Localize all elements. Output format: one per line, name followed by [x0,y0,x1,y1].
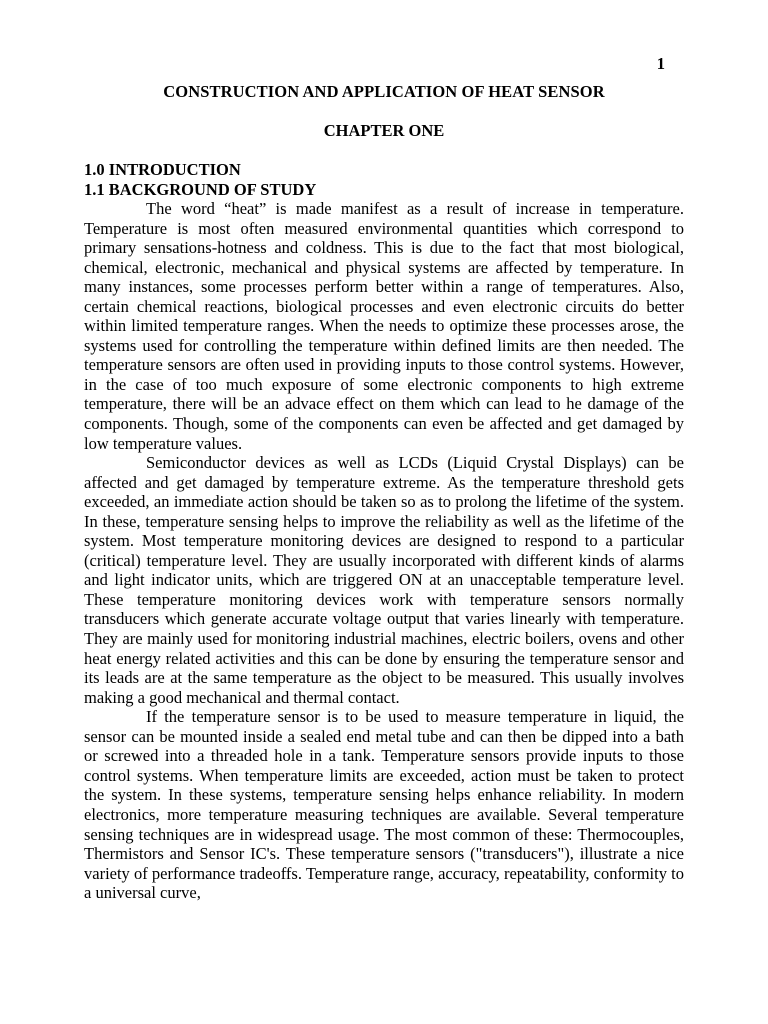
paragraph-3: If the temperature sensor is to be used to measure temperature in liquid, the sensor can be mounted inside a sealed end metal tube and can then be dipped into a bath or screwed into a threaded hole in a tank. Temperature sensors provide inputs to those control systems. When temperature limits are exceeded, action must be taken to protect the system. In these systems, temperature sensing helps enhance reliability. In modern electronics, more temperature measuring techniques are available. Several temperature sensing techniques are in widespread usage. The most common of these: Thermocouples, Thermistors and Sensor IC's. These temperature sensors ("transducers"), illustrate a nice variety of performance tradeoffs. Temperature range, accuracy, repeatability, conformity to a universal curve, [84,707,684,903]
document-title: CONSTRUCTION AND APPLICATION OF HEAT SENSOR [163,82,605,101]
section-heading-background: 1.1 BACKGROUND OF STUDY [84,179,317,199]
page-number: 1 [656,54,665,73]
paragraph-1: The word “heat” is made manifest as a result of increase in temperature. Temperature is most often measured environmental quantities which correspond to primary sensations-hotness and coldness. This is due to the fact that most biological, chemical, electronic, mechanical and physical systems are affected by temperature. In many instances, some processes perform better within a range of temperatures. Also, certain chemical reactions, biological processes and even electronic circuits do better within limited temperature ranges. When the needs to optimize these processes arose, the systems used for controlling the temperature within defined limits are then needed. The temperature sensors are often used in providing inputs to those control systems. However, in the case of too much exposure of some electronic components to high extreme temperature, there will be an advace effect on them which can lead to he damage of the components. Though, some of the components can even be affected and get damaged by low temperature values. [84,199,684,453]
chapter-title: CHAPTER ONE [323,121,445,140]
section-heading-introduction: 1.0 INTRODUCTION [84,160,241,179]
paragraph-2: Semiconductor devices as well as LCDs (Liquid Crystal Displays) can be affected and get damaged by temperature extreme. As the temperature threshold gets exceeded, an immediate action should be taken so as to prolong the lifetime of the system. In these, temperature sensing helps to improve the reliability as well as the lifetime of the system. Most temperature monitoring devices are designed to respond to a particular (critical) temperature level. They are usually incorporated with different kinds of alarms and light indicator units, which are triggered ON at an unacceptable temperature level. These temperature monitoring devices work with temperature sensors normally transducers which generate accurate voltage output that varies linearly with temperature. They are mainly used for monitoring industrial machines, electric boilers, ovens and other heat energy related activities and this can be done by ensuring the temperature sensor and its leads are at the same temperature as the object to be measured. This usually involves making a good mechanical and thermal contact. [84,453,684,707]
